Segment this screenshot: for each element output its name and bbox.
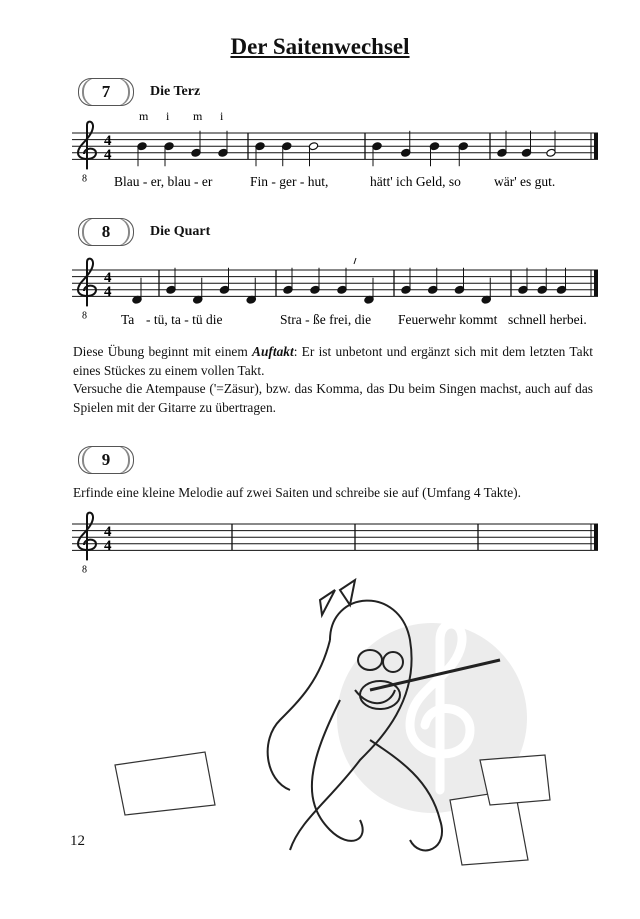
fingering-mark: m (193, 109, 203, 123)
exercise-title: Die Quart (150, 224, 211, 239)
fingering-mark: i (220, 109, 224, 123)
lyric-line: Feuerwehr kommt (398, 312, 498, 327)
sheet-music-papers (115, 752, 550, 865)
lyric-line: schnell herbei. (508, 312, 587, 327)
page-title: Der Saitenwechsel (230, 34, 410, 59)
exercise-instruction: Erfinde eine kleine Melodie auf zwei Saiten und schreibe sie auf (Umfang 4 Takte). (73, 485, 521, 500)
fingering-mark: m (139, 109, 149, 123)
time-signature-bottom: 4 (104, 284, 112, 300)
lyric-line: Blau - er, blau - er (114, 174, 213, 189)
lyric-line: Stra - ße frei, die (280, 312, 372, 327)
octave-8-mark: 8 (82, 310, 87, 322)
text: : Er ist unbetont und ergänzt sich mit dem letzten Takt eines Stückes zu einem vollen Takt. (73, 344, 593, 378)
exercise-title: Die Terz (150, 84, 201, 99)
text: Diese Übung beginnt mit einem (73, 344, 253, 359)
lyric-line: hätt' ich Geld, so (370, 174, 461, 189)
time-signature-bottom: 4 (104, 538, 112, 554)
lyric-line: - tü, ta - tü die (146, 312, 223, 327)
time-signature-top: 4 (104, 524, 112, 540)
time-signature-top: 4 (104, 270, 112, 286)
time-signature-bottom: 4 (104, 147, 112, 163)
exercise-number: 9 (101, 450, 111, 469)
lyric-line: Fin - ger - hut, (250, 174, 329, 189)
lyric-line: Ta (121, 312, 135, 327)
exercise-number: 8 (101, 222, 111, 241)
text: Versuche die Atempause ('=Zäsur), bzw. das Komma, das Du beim Singen machst, auch auf das Spielen mit der Gitarre zu übertragen. (73, 381, 593, 415)
fingering-mark: i (166, 109, 170, 123)
octave-8-mark: 8 (82, 173, 87, 185)
exercise-number: 7 (101, 82, 111, 101)
lyric-line: wär' es gut. (494, 174, 556, 189)
time-signature-top: 4 (104, 133, 112, 149)
page-number: 12 (70, 833, 85, 849)
octave-8-mark: 8 (82, 564, 87, 576)
emphasis-term: Auftakt (252, 344, 294, 359)
